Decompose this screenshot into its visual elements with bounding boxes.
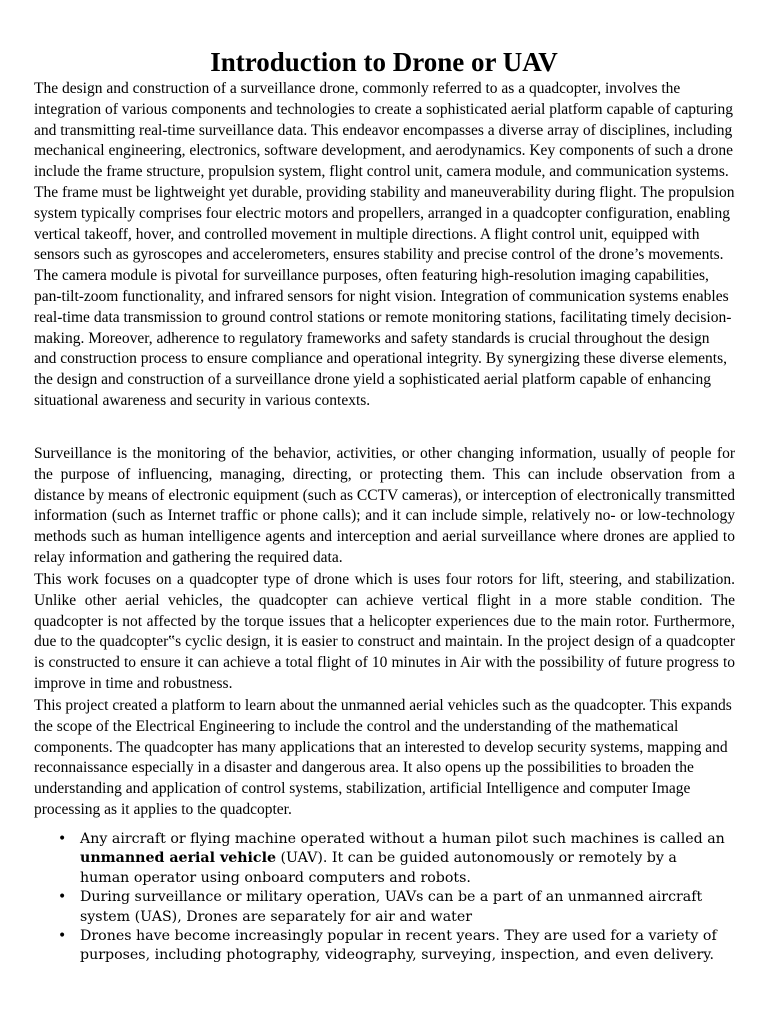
paragraph-surveillance: Surveillance is the monitoring of the behavior, activities, or other changing information, usually of people for the purpose of influencing, managing, directing, or protecting them. This can include observation from a distance by means of electronic equipment (such as CCTV cameras), or interception of electronically transmitted information (such as Internet traffic or phone calls); and it can include simple, relatively no- or low-technology methods such as human intelligence agents and interception and aerial surveillance where drones are applied to relay information and gathering the required data.	[34, 445, 735, 566]
bullet-icon: •	[58, 928, 67, 945]
list-item-text: During surveillance or military operation, UAVs can be a part of an unmanned aircraft system (UAS), Drones are separately for air and water	[80, 889, 703, 925]
list-item-text-tail: (UAV). It can be guided autonomously or remotely by a human operator using onboard computers and robots.	[80, 850, 677, 886]
paragraph-project-platform: This project created a platform to learn about the unmanned aerial vehicles such as the quadcopter. This expands the scope of the Electrical Engineering to include the control and the understanding of the mathematical components. The quadcopter has many applications that an interested to develop security systems, mapping and reconnaissance especially in a disaster and dangerous area. It also opens up the possibilities to broaden the understanding and application of control systems, stabilization, artificial Intelligence and computer Image processing as it applies to the quadcopter.	[34, 697, 732, 818]
bullet-list	[54, 830, 726, 966]
list-item	[54, 888, 726, 927]
page-title: Introduction to Drone or UAV	[210, 47, 558, 77]
bullet-icon: •	[58, 889, 67, 906]
bullet-icon: •	[58, 831, 67, 847]
list-item-text: Drones have become increasingly popular in recent years. They are used for a variety of purposes, including photography, videography, surveying, inspection, and even delivery.	[80, 928, 717, 964]
list-item-text: Any aircraft or flying machine operated without a human pilot such machines is called an	[80, 831, 725, 847]
paragraph-design-construction: The design and construction of a surveillance drone, commonly referred to as a quadcopter, involves the integration of various components and technologies to create a sophisticated aerial platform capable of capturing and transmitting real-time surveillance data. This endeavor encompasses a diverse array of disciplines, including mechanical engineering, electronics, software development, and aerodynamics. Key components of such a drone include the frame structure, propulsion system, flight control unit, camera module, and communication systems. The frame must be lightweight yet durable, providing stability and maneuverability during flight. The propulsion system typically comprises four electric motors and propellers, arranged in a quadcopter configuration, enabling vertical takeoff, hover, and controlled movement in multiple directions. A flight control unit, equipped with sensors such as gyroscopes and accelerometers, ensures stability and precise control of the drone’s movements. The camera module is pivotal for surveillance purposes, often featuring high-resolution imaging capabilities, pan-tilt-zoom functionality, and infrared sensors for night vision. Integration of communication systems enables real-time data transmission to ground control stations or remote monitoring stations, facilitating timely decision-making. Moreover, adherence to regulatory frameworks and safety standards is crucial throughout the design and construction process to ensure compliance and operational integrity. By synergizing these diverse elements, the design and construction of a surveillance drone yield a sophisticated aerial platform capable of enhancing situational awareness and security in various contexts.	[34, 80, 735, 409]
list-item	[54, 830, 726, 888]
list-item	[54, 927, 726, 966]
list-item-bold-term: unmanned aerial vehicle	[80, 850, 276, 867]
paragraph-quadcopter-focus: This work focuses on a quadcopter type of drone which is uses four rotors for lift, steering, and stabilization. Unlike other aerial vehicles, the quadcopter can achieve vertical flight in a more stable condition. The quadcopter is not affected by the torque issues that a helicopter experiences due to the main rotor. Furthermore, due to the quadcopter‟s cyclic design, it is easier to construct and maintain. In the project design of a quadcopter is constructed to ensure it can achieve a total flight of 10 minutes in Air with the possibility of future progress to improve in time and robustness.	[34, 571, 735, 692]
